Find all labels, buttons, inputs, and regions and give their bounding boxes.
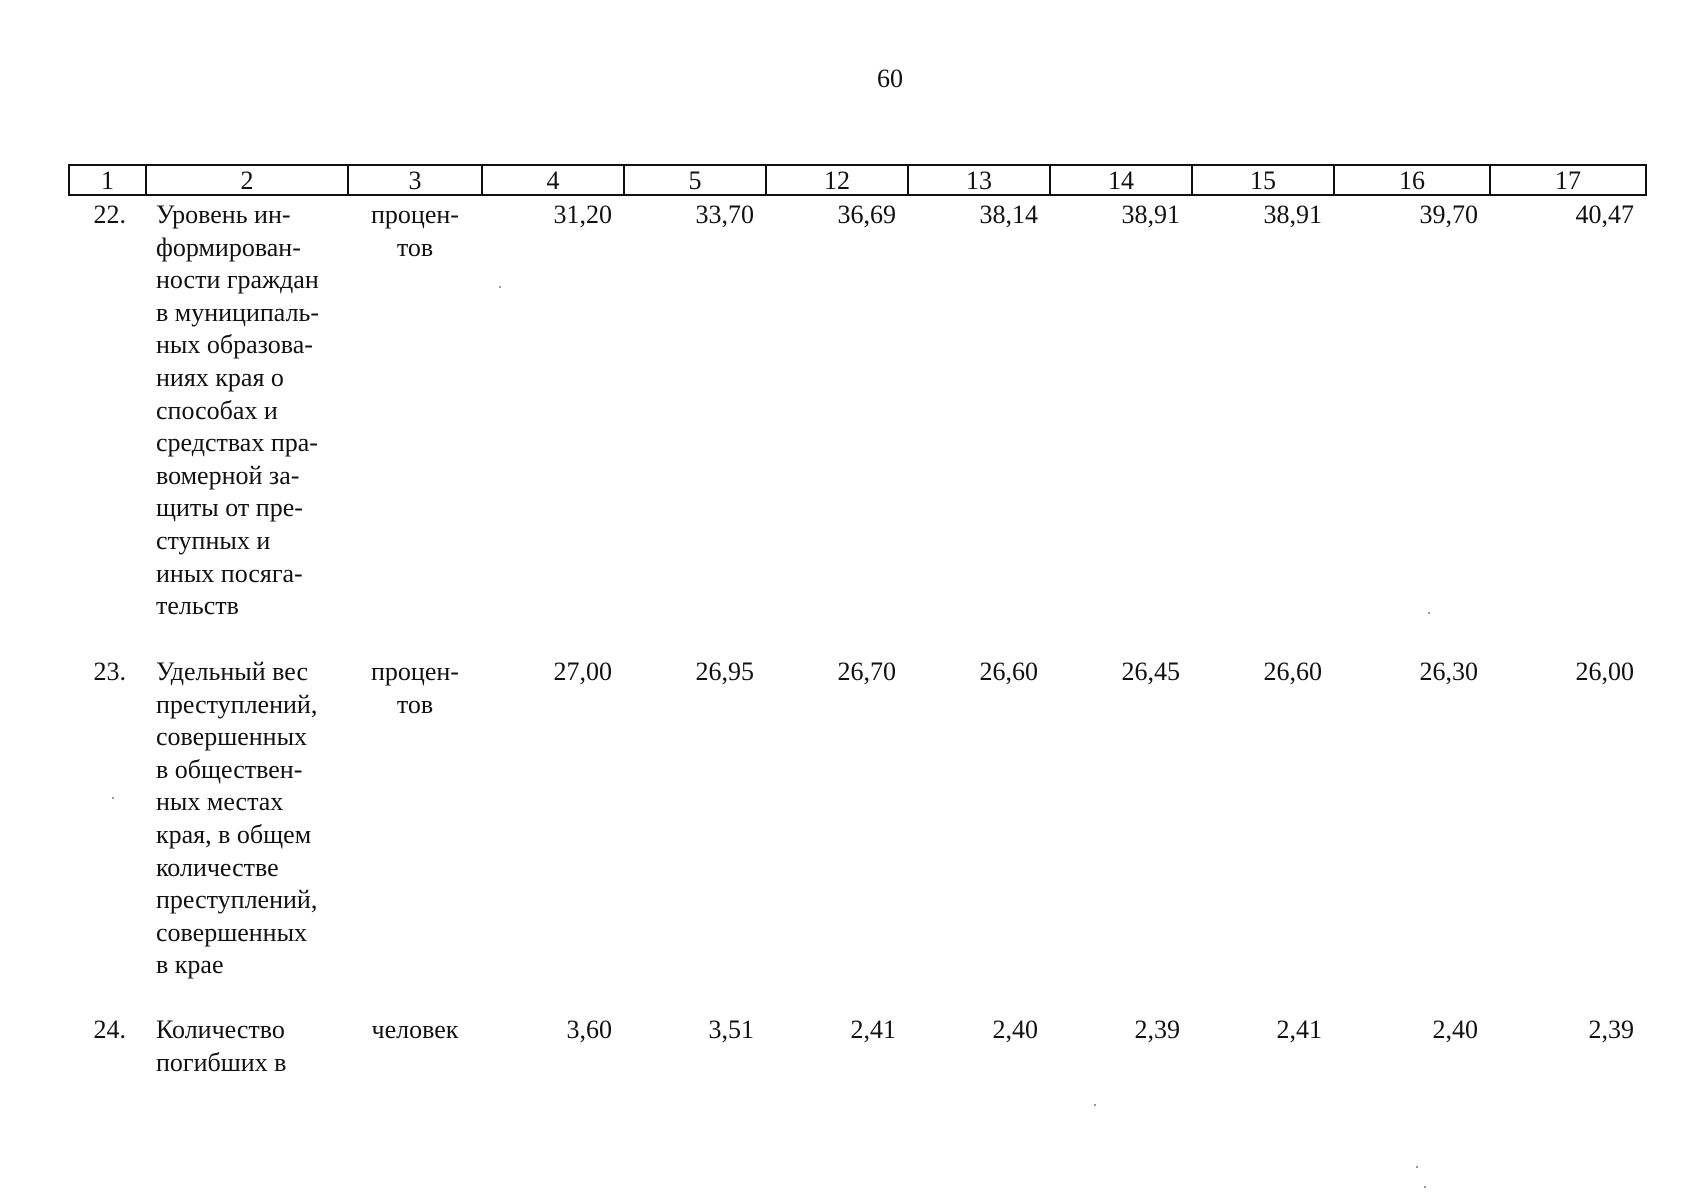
- row-value-col-5: 3,51: [708, 1015, 754, 1044]
- row-index: 22.: [93, 200, 126, 229]
- row-value-col-13: 38,14: [979, 200, 1038, 229]
- row-value-col-4: 27,00: [553, 657, 612, 686]
- table-header: [68, 164, 1642, 198]
- row-value-col-17: 26,00: [1575, 657, 1634, 686]
- row-value-col-4: 31,20: [553, 200, 612, 229]
- scan-speck: [1094, 1104, 1096, 1106]
- header-cell-col-16: 16: [1335, 164, 1491, 196]
- row-value-col-12: 2,41: [850, 1015, 896, 1044]
- row-value-col-15: 38,91: [1263, 200, 1322, 229]
- row-value-col-15: 26,60: [1263, 657, 1322, 686]
- row-value-col-13: 26,60: [979, 657, 1038, 686]
- row-value-col-17: 2,39: [1588, 1015, 1634, 1044]
- row-unit: процен- тов: [371, 657, 459, 719]
- row-value-col-12: 36,69: [837, 200, 896, 229]
- row-indicator-name: Количество погибших в: [156, 1015, 287, 1077]
- header-cell-col-3: 3: [349, 164, 483, 196]
- row-value-col-17: 40,47: [1575, 200, 1634, 229]
- scan-speck: [112, 797, 114, 799]
- header-cell-col-12: 12: [767, 164, 909, 196]
- row-unit: человек: [371, 1015, 459, 1044]
- header-cell-col-4: 4: [483, 164, 625, 196]
- row-value-col-14: 38,91: [1121, 200, 1180, 229]
- header-cell-col-13: 13: [909, 164, 1051, 196]
- header-cell-col-1: 1: [68, 164, 147, 196]
- header-cell-col-5: 5: [625, 164, 767, 196]
- row-value-col-5: 26,95: [695, 657, 754, 686]
- row-value-col-16: 39,70: [1419, 200, 1478, 229]
- header-cell-col-17: 17: [1491, 164, 1647, 196]
- row-unit: процен- тов: [371, 200, 459, 262]
- row-value-col-4: 3,60: [566, 1015, 612, 1044]
- row-value-col-13: 2,40: [992, 1015, 1038, 1044]
- scan-speck: [1416, 1166, 1418, 1168]
- row-value-col-14: 26,45: [1121, 657, 1180, 686]
- scan-speck: [499, 286, 501, 288]
- scan-speck: [1428, 612, 1430, 614]
- header-cell-col-14: 14: [1051, 164, 1193, 196]
- row-value-col-14: 2,39: [1134, 1015, 1180, 1044]
- scan-speck: [1424, 1186, 1426, 1188]
- row-value-col-15: 2,41: [1276, 1015, 1322, 1044]
- row-index: 23.: [93, 657, 126, 686]
- row-value-col-12: 26,70: [837, 657, 896, 686]
- row-index: 24.: [93, 1015, 126, 1044]
- page-number: 60: [877, 64, 903, 93]
- row-indicator-name: Уровень ин- формирован- ности граждан в муниципаль- ных образова- ниях края о способах и средствах пра- вомерной за- щиты от пре- ступных и иных посяга- тельств: [156, 200, 320, 621]
- row-indicator-name: Удельный вес преступлений, совершенных в обществен- ных местах края, в общем количестве преступлений, совершенных в крае: [156, 657, 318, 980]
- row-value-col-16: 26,30: [1419, 657, 1478, 686]
- row-value-col-16: 2,40: [1432, 1015, 1478, 1044]
- row-value-col-5: 33,70: [695, 200, 754, 229]
- header-cell-col-2: 2: [147, 164, 349, 196]
- header-cell-col-15: 15: [1193, 164, 1335, 196]
